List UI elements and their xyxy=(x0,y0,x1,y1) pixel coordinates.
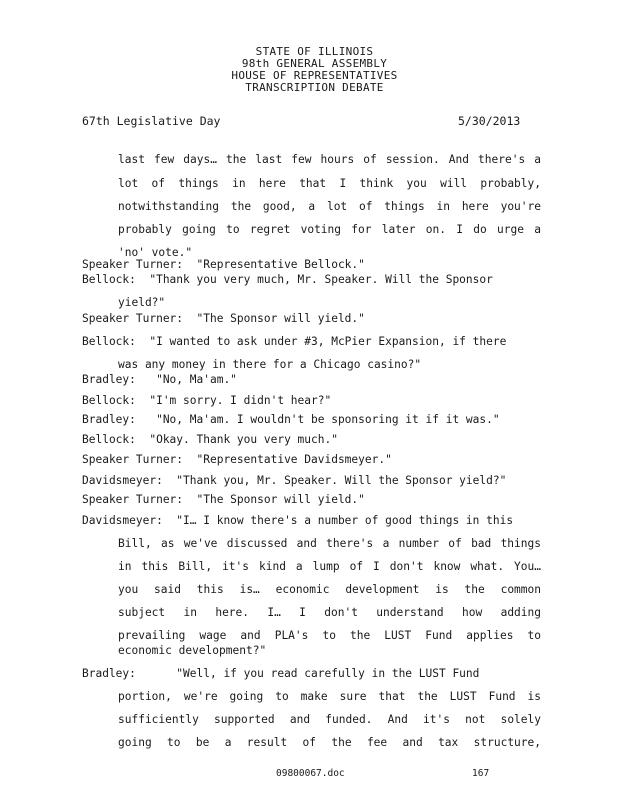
header-state: STATE OF ILLINOIS xyxy=(255,45,374,58)
speaker-line: Bellock: "I wanted to ask under #3, McPier Expansion, if there xyxy=(82,335,507,348)
speaker-line: Speaker Turner: "The Sponsor will yield." xyxy=(82,312,365,325)
transcript-line: sufficiently supported and funded. And it's not solely xyxy=(118,713,541,726)
transcript-line: economic development?" xyxy=(118,644,267,657)
session-date: 5/30/2013 xyxy=(458,114,521,128)
transcript-line: notwithstanding the good, a lot of things in here you're xyxy=(118,200,541,213)
transcript-line: was any money in there for a Chicago casino?" xyxy=(118,358,422,371)
speaker-line: Bellock: "I'm sorry. I didn't hear?" xyxy=(82,394,332,407)
speaker-line: Davidsmeyer: "I… I know there's a number of good things in this xyxy=(82,514,514,527)
page-number: 167 xyxy=(472,768,490,779)
transcript-line: going to be a result of the fee and tax structure, xyxy=(118,736,541,749)
transcript-line: portion, we're going to make sure that the LUST Fund is xyxy=(118,690,541,703)
transcript-line: in this Bill, it's kind a lump of I don't know what. You… xyxy=(118,560,541,573)
speaker-line: Speaker Turner: "The Sponsor will yield." xyxy=(82,493,365,506)
document-filename: 09800067.doc xyxy=(276,768,345,779)
speaker-line: Bradley: "Well, if you read carefully in the LUST Fund xyxy=(82,667,480,680)
speaker-line: Bradley: "No, Ma'am. I wouldn't be sponsoring it if it was." xyxy=(82,413,500,426)
transcript-line: yield?" xyxy=(118,296,166,309)
speaker-line: Bellock: "Okay. Thank you very much." xyxy=(82,433,338,446)
transcript-line: probably going to regret voting for later on. I do urge a xyxy=(118,223,541,236)
transcript-line: subject in here. I… I don't understand how adding xyxy=(118,606,541,619)
header-assembly: 98th GENERAL ASSEMBLY xyxy=(241,57,388,70)
transcript-line: last few days… the last few hours of session. And there's a xyxy=(118,153,541,166)
transcript-line: 'no' vote." xyxy=(118,246,193,259)
speaker-line: Speaker Turner: "Representative Davidsmeyer." xyxy=(82,453,392,466)
speaker-line: Davidsmeyer: "Thank you, Mr. Speaker. Will the Sponsor yield?" xyxy=(82,474,507,487)
header-transcription: TRANSCRIPTION DEBATE xyxy=(245,81,384,94)
speaker-line: Bellock: "Thank you very much, Mr. Speaker. Will the Sponsor xyxy=(82,273,493,286)
legislative-day: 67th Legislative Day xyxy=(82,114,221,128)
speaker-line: Speaker Turner: "Representative Bellock." xyxy=(82,258,365,271)
transcript-line: you said this is… economic development is the common xyxy=(118,583,541,596)
transcript-line: lot of things in here that I think you will probably, xyxy=(118,177,541,190)
header-house: HOUSE OF REPRESENTATIVES xyxy=(231,69,398,82)
transcript-line: Bill, as we've discussed and there's a number of bad things xyxy=(118,537,541,550)
transcript-line: prevailing wage and PLA's to the LUST Fund applies to xyxy=(118,629,541,642)
speaker-line: Bradley: "No, Ma'am." xyxy=(82,373,237,386)
